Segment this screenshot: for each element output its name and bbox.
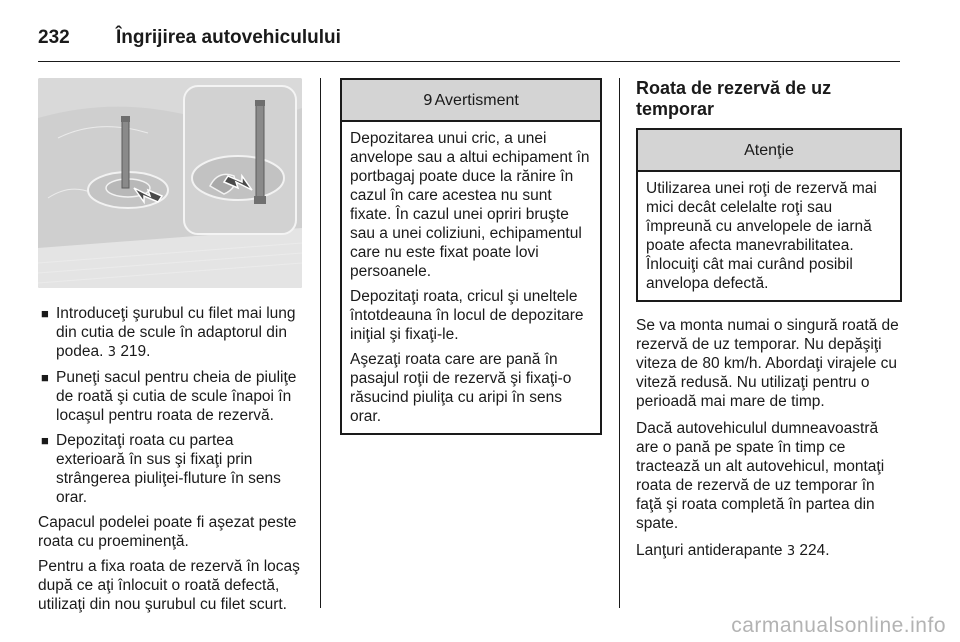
warning-header — [342, 80, 600, 122]
column-left — [38, 78, 302, 620]
list-item-text: Introduceţi şurubul cu filet mai lung din cutia de scule în adaptorul din podea. — [56, 305, 296, 360]
paragraph-snow-chains — [636, 541, 902, 561]
column-divider-1 — [320, 78, 321, 608]
page-reference: 224. — [799, 542, 830, 559]
cross-reference-icon: 3 — [107, 345, 116, 360]
paragraph: Dacă autovehiculul dumneavoastră are o pană pe spate în timp ce tractează un alt autovehicul, montaţi roata de rezervă de uz temporar în faţă şi roata completă în partea din spate. — [636, 420, 885, 532]
warning-icon: 9 — [423, 90, 433, 109]
illustration-svg — [38, 78, 302, 288]
cross-reference-icon: 3 — [786, 544, 796, 559]
snow-chains-text: Lanţuri antiderapante — [636, 542, 787, 559]
watermark: carmanualsonline.info — [731, 614, 946, 637]
warning-paragraph: Depozitarea unui cric, a unei anvelope sau a altui echipament în portbagaj poate duce la rănire în cazul în care acestea nu sunt fixate. În cazul unei opriri bruşte sau a unei coliziuni, echipamentul care nu este fixat poate lovi persoanele. — [350, 130, 590, 280]
notice-box — [636, 128, 902, 302]
list-item-text: Depozitaţi roata cu partea exterioară în sus şi fixaţi prin strângerea piuliţei-fluture în sens orar. — [56, 432, 281, 506]
section-title: Roata de rezervă de uz temporar — [636, 78, 832, 119]
notice-title: Atenţie — [744, 141, 794, 159]
bullet-square-icon: ■ — [41, 370, 49, 385]
paragraph: Capacul podelei poate fi aşezat peste roata cu proeminenţă. — [38, 514, 297, 550]
list-item — [38, 431, 302, 507]
column-divider-2 — [619, 78, 620, 608]
notice-body — [638, 172, 900, 300]
warning-body — [342, 122, 600, 433]
notice-header — [638, 130, 900, 172]
notice-text: Utilizarea unei roţi de rezervă mai mici decât celelalte roţi sau împreună cu anvelopele de iarnă poate afecta manevrabilitatea. Înlocuiţi cât mai curând posibil anvelopa defectă. — [646, 180, 877, 292]
column-middle — [340, 78, 602, 435]
column-right — [636, 78, 902, 569]
bullet-square-icon: ■ — [41, 306, 49, 321]
list-item — [38, 368, 302, 425]
paragraph: Se va monta numai o singură roată de rezervă de uz temporar. Nu depăşiţi viteza de 80 km/h. Abordaţi virajele cu viteză redusă. Nu utilizaţi pentru o perioadă mai mare de timp. — [636, 317, 899, 410]
warning-title: Avertisment — [434, 91, 519, 109]
bullet-square-icon: ■ — [41, 433, 49, 448]
page-number: 232 — [38, 27, 70, 48]
list-item-text: Puneţi sacul pentru cheia de piuliţe de roată şi cutia de scule înapoi în locaşul pentru roata de rezervă. — [56, 369, 297, 424]
chapter-title: Îngrijirea autovehiculului — [116, 27, 341, 48]
page-header — [38, 16, 900, 60]
header-divider — [38, 61, 900, 62]
warning-paragraph: Depozitaţi roata, cricul şi uneltele întotdeauna în locul de depozitare iniţial şi fixaţi-le. — [350, 288, 584, 343]
page-reference: 219. — [120, 343, 151, 360]
spare-wheel-bolt-illustration — [38, 78, 302, 288]
instruction-list — [38, 304, 302, 507]
warning-box — [340, 78, 602, 435]
paragraph: Pentru a fixa roata de rezervă în locaş după ce aţi înlocuit o roată defectă, utilizaţi din nou şurubul cu filet scurt. — [38, 558, 300, 613]
warning-paragraph: Aşezaţi roata care are pană în pasajul roţii de rezervă şi fixaţi-o răsucind piuliţa cu aripi în sens orar. — [350, 351, 572, 425]
list-item — [38, 304, 302, 362]
